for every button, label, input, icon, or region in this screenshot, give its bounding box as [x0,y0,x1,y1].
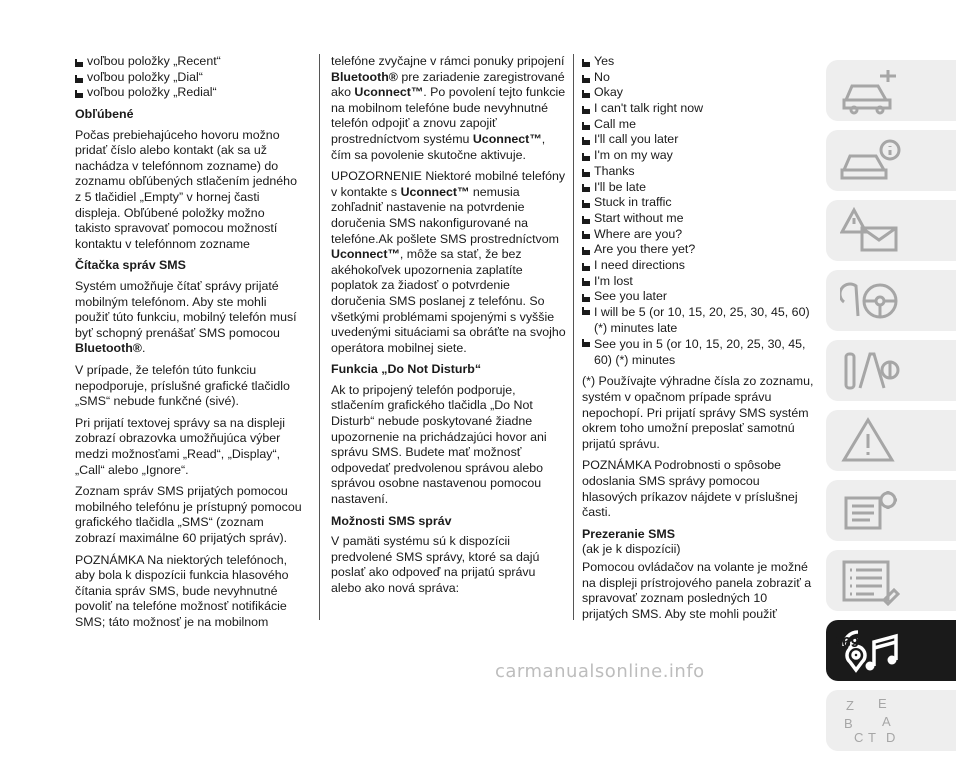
bullet-square-icon [582,90,590,98]
bullet-square-icon [75,75,83,83]
dnd-text: Ak to pripojený telefón podporuje, stlačením grafického tlačidla „Do Not Disturb“ nebude poskytované žiadne upozornenie na prichádzajúci hovor ani správu SMS. Budete mať možnosť odpovedať predvolenou správou alebo správou osobne nastavenou pomocou nastavení. [331,382,547,507]
index-letter: T [868,729,876,745]
tab-car-info[interactable] [826,130,956,191]
bullet-square-icon [582,294,590,302]
sms-preview-text: Pomocou ovládačov na volante je možné na displeji prístrojového panela zobraziť a spravovať zoznam posledných 10 prijatých SMS. Aby ste mohli použiť [582,559,812,621]
sms-options-heading: Možnosti SMS správ [331,513,452,528]
message-list-item: Thanks [582,164,814,180]
message-list-item: I need directions [582,258,814,274]
tab-warnings[interactable] [826,200,956,261]
bullet-square-icon [582,169,590,177]
bullet-item: voľbou položky „Dial“ [75,70,303,86]
favorites-heading: Obľúbené [75,107,134,122]
message-list-item: Stuck in traffic [582,195,814,211]
column-divider [319,54,320,620]
message-list-item: I can't talk right now [582,101,814,117]
message-list-item: I'm lost [582,274,814,290]
bullet-item: voľbou položky „Redial“ [75,85,303,101]
sms-preview-subheading: (ak je k dispozícii) [582,542,681,557]
tab-emergency[interactable] [826,410,956,471]
bullet-square-icon [75,59,83,67]
favorites-text: Počas prebiehajúceho hovoru možno pridať číslo alebo kontakt (ak sa už nachádza v telefónnom zozname) do zoznamu obľúbených stlačením jedného z 5 tlačidiel „Empty” v hornej časti displeja. Obľúbené položky možno takisto spravovať pomocou možností kontaktu v telefónnom zozname [75,127,297,251]
index-letters-icon [840,696,902,746]
note-paragraph: POZNÁMKA Podrobnosti o spôsobe odoslania SMS správy pomocou hlasových príkazov nájdete v príslušnej časti. [582,458,798,520]
bullet-square-icon [582,106,590,114]
message-list-item: Call me [582,117,814,133]
bullet-square-icon [582,137,590,145]
sms-reader-heading: Čítačka správ SMS [75,258,186,273]
message-list-item: Yes [582,54,814,70]
message-list-item: I'm on my way [582,148,814,164]
bullet-square-icon [582,231,590,239]
index-letter: B [844,715,853,731]
index-letter: A [882,713,891,729]
message-list-item: Okay [582,85,814,101]
tab-starting-driving[interactable] [826,340,956,401]
tab-maintenance[interactable] [826,480,956,541]
column-1 [75,54,303,636]
car-info-icon [840,136,902,186]
bullet-square-icon [582,75,590,83]
sms-reader-paragraph-3: Pri prijatí textovej správy sa na displeji zobrazí obrazovka umožňujúca výber medzi možnosťami „Read“, „Display“, „Call“ alebo „Ignore“. [75,415,286,477]
message-list-item: Start without me [582,211,814,227]
index-letter: E [878,695,887,711]
warning-envelope-icon [840,206,902,256]
message-list-item: I'll be late [582,180,814,196]
sms-reader-paragraph-1: Systém umožňuje čítať správy prijaté mobilným telefónom. Aby ste mohli použiť túto funkciu, mobilný telefón musí byť schopný prenášať SMS pomocou Bluetooth®. [75,279,297,356]
bullet-item: voľbou položky „Recent“ [75,54,303,70]
sms-reader-paragraph-2: V prípade, že telefón túto funkciu nepodporuje, príslušné grafické tlačidlo „SMS“ nebude funkčné (sivé). [75,362,290,409]
predefined-messages-list [582,54,814,368]
maintenance-icon [840,486,902,536]
message-list-item: See you later [582,289,814,305]
car-dashboard-icon [840,66,902,116]
notification-paragraph: telefóne zvyčajne v rámci ponuky pripojení Bluetooth® pre zariadenie zaregistrované ako Uconnect™. Po povolení tejto funkcie na mobilnom telefóne bude nevyhnutné telefón odpojiť a znovu zapojiť prostredníctvom systému Uconnect™, čím sa povolenie skutočne aktivuje. [331,54,566,162]
tab-index[interactable] [826,690,956,751]
index-letter: C [854,729,864,745]
message-list-item: Where are you? [582,227,814,243]
message-list-item: No [582,70,814,86]
bullet-square-icon [582,59,590,67]
message-list-item: I will be 5 (or 10, 15, 20, 25, 30, 45, 60) (*) minutes late [582,305,814,336]
chapter-tabs [826,60,956,760]
sms-reader-paragraph-4: Zoznam správ SMS prijatých pomocou mobilného telefónu je prístupný pomocou grafického tlačidla „SMS“ (zoznam zobrazí maximálne 60 prijatých správ). [75,484,302,545]
tab-specifications[interactable] [826,550,956,611]
bullet-square-icon [582,278,590,286]
tab-dashboard[interactable] [826,60,956,121]
bullet-square-icon [582,200,590,208]
message-list-item: Are you there yet? [582,242,814,258]
page-number: 269 [834,634,860,651]
bullet-square-icon [582,216,590,224]
column-3 [582,54,814,628]
bullet-square-icon [75,90,83,98]
index-letter: D [886,729,896,745]
footnote: (*) Používajte výhradne čísla zo zoznamu, systém v opačnom prípade správu nepochopí. Pri prijatí správy SMS systém okrem toho umožní preposlať samotnú prijatú správu. [582,374,814,451]
dnd-heading: Funkcia „Do Not Disturb“ [331,362,482,377]
bullet-square-icon [582,153,590,161]
bullet-square-icon [582,184,590,192]
starting-driving-icon [840,346,902,396]
sms-preview-heading: Prezeranie SMS [582,526,675,541]
bullet-square-icon [582,263,590,271]
emergency-icon [840,416,902,466]
column-2 [331,54,567,603]
sms-options-text: V pamäti systému sú k dispozícii predvolené SMS správy, ktoré sa dajú poslať ako odpoveď na prijatú správu alebo ako nová správa: [331,534,540,595]
message-list-item: I'll call you later [582,132,814,148]
watermark: carmanualsonline.info [495,661,705,682]
index-letter: Z [846,697,854,713]
specifications-icon [840,556,902,606]
column-divider [573,54,574,620]
tab-safety[interactable] [826,270,956,331]
safety-steering-icon [840,276,902,326]
note-paragraph: POZNÁMKA Na niektorých telefónoch, aby bola k dispozícii funkcia hlasového čítania správ SMS, bude nevyhnutné povoliť na telefóne možnosť notifikácie SMS; táto možnosť je na mobilnom [75,552,289,629]
bullet-square-icon [582,122,590,130]
bullet-square-icon [582,339,590,347]
message-list-item: See you in 5 (or 10, 15, 20, 25, 30, 45, 60) (*) minutes [582,337,814,368]
bullet-square-icon [582,307,590,315]
bullet-square-icon [582,247,590,255]
warning-paragraph: UPOZORNENIE Niektoré mobilné telefóny v kontakte s Uconnect™ nemusia zohľadniť nastavenie na potvrdenie doručenia SMS nakonfigurované na telefóne.Ak pošlete SMS prostredníctvom Uconnect™, môže sa stať, že bez akéhokoľvek upozornenia zaplatíte poplatok za žiadosť o potvrdenie doručenia SMS poslanej z telefónu. So všetkými problémami spojenými s vyššie uvedenými situáciami sa obráťte na svojho operátora mobilnej siete. [331,169,566,355]
